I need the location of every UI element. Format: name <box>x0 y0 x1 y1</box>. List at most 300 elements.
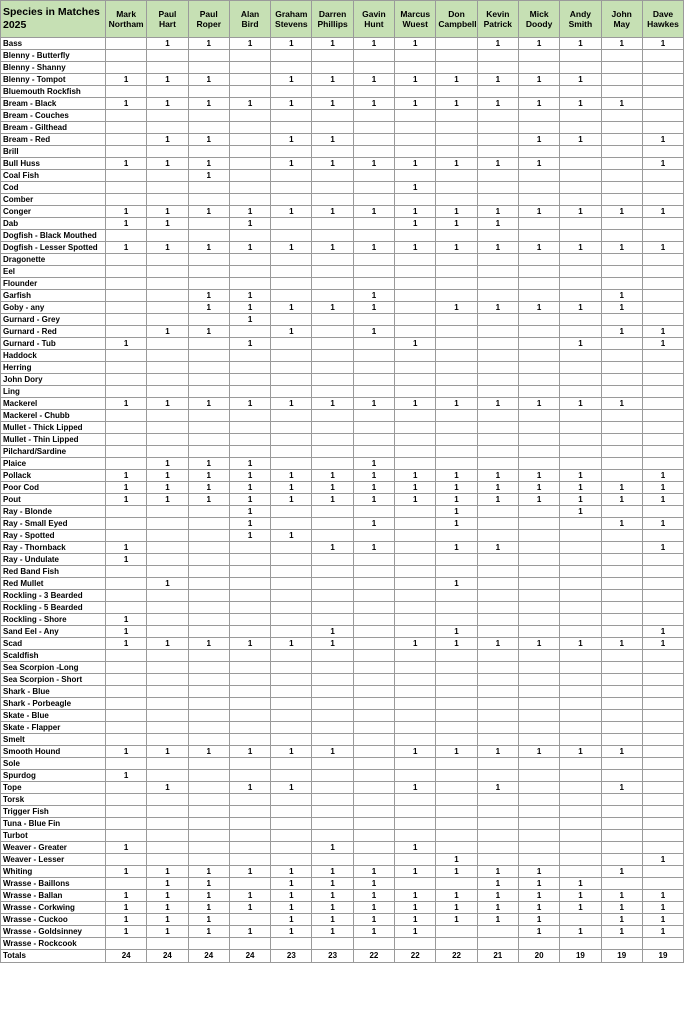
catch-cell <box>642 530 683 542</box>
catch-cell: 1 <box>353 518 394 530</box>
catch-cell <box>353 662 394 674</box>
catch-cell <box>518 110 559 122</box>
total-cell: 24 <box>188 950 229 963</box>
species-name: Blenny - Shanny <box>1 62 106 74</box>
catch-cell <box>395 146 436 158</box>
catch-cell <box>601 818 642 830</box>
catch-cell <box>188 350 229 362</box>
catch-cell <box>229 674 270 686</box>
catch-cell <box>560 866 601 878</box>
species-name: Ling <box>1 386 106 398</box>
catch-cell <box>518 722 559 734</box>
catch-cell: 1 <box>353 458 394 470</box>
catch-cell: 1 <box>395 74 436 86</box>
catch-cell: 1 <box>312 158 353 170</box>
catch-cell: 1 <box>642 902 683 914</box>
catch-cell <box>477 530 518 542</box>
catch-cell <box>560 266 601 278</box>
catch-cell <box>642 722 683 734</box>
catch-cell <box>188 218 229 230</box>
catch-cell <box>229 194 270 206</box>
catch-cell <box>271 590 312 602</box>
catch-cell <box>518 266 559 278</box>
catch-cell <box>106 350 147 362</box>
catch-cell <box>477 758 518 770</box>
catch-cell: 1 <box>271 74 312 86</box>
catch-cell <box>642 602 683 614</box>
total-cell: 24 <box>147 950 188 963</box>
catch-cell <box>229 602 270 614</box>
table-row <box>1 722 684 734</box>
catch-cell: 1 <box>642 854 683 866</box>
catch-cell <box>271 722 312 734</box>
catch-cell: 1 <box>477 302 518 314</box>
angler-header: Graham Stevens <box>271 1 312 38</box>
catch-cell <box>147 314 188 326</box>
catch-cell <box>395 614 436 626</box>
catch-cell <box>147 254 188 266</box>
species-name: Trigger Fish <box>1 806 106 818</box>
catch-cell <box>147 182 188 194</box>
catch-cell <box>518 794 559 806</box>
catch-cell <box>147 854 188 866</box>
catch-cell <box>395 806 436 818</box>
catch-cell: 1 <box>106 482 147 494</box>
table-row <box>1 350 684 362</box>
catch-cell <box>436 614 477 626</box>
catch-cell <box>353 602 394 614</box>
catch-cell <box>395 170 436 182</box>
species-name: Ray - Undulate <box>1 554 106 566</box>
catch-cell <box>147 590 188 602</box>
catch-cell <box>271 770 312 782</box>
catch-cell <box>477 122 518 134</box>
catch-cell: 1 <box>601 782 642 794</box>
catch-cell <box>229 758 270 770</box>
catch-cell <box>395 434 436 446</box>
catch-cell <box>642 710 683 722</box>
angler-header: Marcus Wuest <box>395 1 436 38</box>
catch-cell <box>560 146 601 158</box>
catch-cell <box>353 626 394 638</box>
catch-cell <box>436 86 477 98</box>
catch-cell <box>395 326 436 338</box>
catch-cell <box>601 710 642 722</box>
catch-cell <box>271 578 312 590</box>
catch-cell <box>518 314 559 326</box>
catch-cell: 1 <box>188 926 229 938</box>
species-name: Mullet - Thin Lipped <box>1 434 106 446</box>
catch-cell <box>395 506 436 518</box>
catch-cell: 1 <box>601 902 642 914</box>
species-name: Shark - Blue <box>1 686 106 698</box>
catch-cell: 1 <box>395 470 436 482</box>
catch-cell: 1 <box>560 506 601 518</box>
catch-cell <box>560 86 601 98</box>
catch-cell <box>560 158 601 170</box>
catch-cell <box>188 182 229 194</box>
catch-cell <box>436 566 477 578</box>
catch-cell <box>518 854 559 866</box>
catch-cell: 1 <box>436 158 477 170</box>
catch-cell <box>229 686 270 698</box>
catch-cell <box>106 782 147 794</box>
catch-cell: 1 <box>188 398 229 410</box>
catch-cell <box>106 230 147 242</box>
catch-cell: 1 <box>229 530 270 542</box>
catch-cell: 1 <box>147 638 188 650</box>
catch-cell <box>395 122 436 134</box>
catch-cell <box>312 170 353 182</box>
catch-cell <box>601 410 642 422</box>
catch-cell <box>271 422 312 434</box>
catch-cell: 1 <box>271 530 312 542</box>
species-name: Flounder <box>1 278 106 290</box>
catch-cell: 1 <box>477 890 518 902</box>
catch-cell <box>106 938 147 950</box>
catch-cell: 1 <box>312 842 353 854</box>
species-name: Goby - any <box>1 302 106 314</box>
catch-cell <box>518 842 559 854</box>
species-name: Wrasse - Baillons <box>1 878 106 890</box>
catch-cell <box>147 722 188 734</box>
species-name: Gurnard - Red <box>1 326 106 338</box>
catch-cell <box>601 614 642 626</box>
species-name: Ray - Small Eyed <box>1 518 106 530</box>
catch-cell <box>353 266 394 278</box>
catch-cell <box>147 410 188 422</box>
catch-cell <box>312 338 353 350</box>
catch-cell <box>188 50 229 62</box>
catch-cell: 1 <box>312 206 353 218</box>
catch-cell: 1 <box>353 326 394 338</box>
catch-cell <box>560 674 601 686</box>
catch-cell <box>312 686 353 698</box>
catch-cell: 1 <box>229 302 270 314</box>
catch-cell <box>106 326 147 338</box>
catch-cell <box>518 434 559 446</box>
catch-cell: 1 <box>601 242 642 254</box>
catch-cell: 1 <box>188 158 229 170</box>
catch-cell <box>147 686 188 698</box>
catch-cell <box>518 374 559 386</box>
catch-cell <box>642 170 683 182</box>
catch-cell <box>477 362 518 374</box>
table-row <box>1 626 684 638</box>
table-row <box>1 878 684 890</box>
catch-cell <box>106 794 147 806</box>
catch-cell: 1 <box>560 338 601 350</box>
catch-cell <box>271 350 312 362</box>
catch-cell <box>560 698 601 710</box>
catch-cell: 1 <box>601 746 642 758</box>
catch-cell <box>147 734 188 746</box>
catch-cell <box>188 722 229 734</box>
catch-cell: 1 <box>601 398 642 410</box>
table-row <box>1 74 684 86</box>
catch-cell <box>601 386 642 398</box>
catch-cell: 1 <box>229 242 270 254</box>
catch-cell <box>395 698 436 710</box>
catch-cell <box>106 422 147 434</box>
catch-cell: 1 <box>560 494 601 506</box>
catch-cell <box>106 374 147 386</box>
catch-cell <box>106 386 147 398</box>
catch-cell <box>395 626 436 638</box>
catch-cell <box>601 374 642 386</box>
catch-cell <box>147 362 188 374</box>
catch-cell: 1 <box>271 746 312 758</box>
catch-cell <box>353 842 394 854</box>
angler-header: Paul Hart <box>147 1 188 38</box>
catch-cell <box>106 878 147 890</box>
catch-cell <box>147 122 188 134</box>
catch-cell <box>312 758 353 770</box>
catch-cell <box>229 446 270 458</box>
catch-cell <box>601 86 642 98</box>
catch-cell: 1 <box>312 638 353 650</box>
catch-cell: 1 <box>353 878 394 890</box>
catch-cell <box>477 818 518 830</box>
catch-cell: 1 <box>642 518 683 530</box>
catch-cell: 1 <box>601 890 642 902</box>
catch-cell <box>106 458 147 470</box>
catch-cell: 1 <box>312 542 353 554</box>
catch-cell <box>353 746 394 758</box>
catch-cell <box>147 146 188 158</box>
catch-cell <box>353 182 394 194</box>
catch-cell: 1 <box>436 854 477 866</box>
catch-cell: 1 <box>106 98 147 110</box>
catch-cell <box>436 338 477 350</box>
catch-cell <box>271 830 312 842</box>
catch-cell <box>106 758 147 770</box>
catch-cell <box>642 842 683 854</box>
species-name: Haddock <box>1 350 106 362</box>
catch-cell: 1 <box>436 914 477 926</box>
catch-cell <box>229 698 270 710</box>
catch-cell: 1 <box>436 890 477 902</box>
catch-cell <box>353 122 394 134</box>
catch-cell <box>353 230 394 242</box>
catch-cell: 1 <box>353 482 394 494</box>
catch-cell: 1 <box>271 398 312 410</box>
catch-cell <box>188 374 229 386</box>
catch-cell <box>312 530 353 542</box>
catch-cell: 1 <box>518 902 559 914</box>
catch-cell <box>106 194 147 206</box>
catch-cell: 1 <box>601 494 642 506</box>
catch-cell <box>353 674 394 686</box>
catch-cell <box>560 182 601 194</box>
table-row <box>1 398 684 410</box>
species-name: Bull Huss <box>1 158 106 170</box>
catch-cell <box>560 650 601 662</box>
catch-cell <box>353 578 394 590</box>
catch-cell: 1 <box>147 134 188 146</box>
catch-cell: 1 <box>518 398 559 410</box>
catch-cell <box>518 698 559 710</box>
catch-cell <box>436 146 477 158</box>
catch-cell <box>312 386 353 398</box>
catch-cell: 1 <box>106 470 147 482</box>
catch-cell <box>395 374 436 386</box>
catch-cell <box>601 854 642 866</box>
catch-cell <box>106 302 147 314</box>
catch-cell <box>395 278 436 290</box>
table-row <box>1 506 684 518</box>
catch-cell <box>642 938 683 950</box>
catch-cell <box>106 182 147 194</box>
catch-cell <box>147 278 188 290</box>
catch-cell <box>436 194 477 206</box>
catch-cell <box>436 254 477 266</box>
angler-header: Kevin Patrick <box>477 1 518 38</box>
catch-cell <box>477 134 518 146</box>
catch-cell: 1 <box>188 746 229 758</box>
catch-cell <box>106 38 147 50</box>
catch-cell: 1 <box>642 470 683 482</box>
catch-cell <box>560 710 601 722</box>
species-name: Bream - Black <box>1 98 106 110</box>
catch-cell: 1 <box>106 242 147 254</box>
catch-cell <box>601 74 642 86</box>
species-name: Poor Cod <box>1 482 106 494</box>
catch-cell <box>353 110 394 122</box>
catch-cell <box>642 230 683 242</box>
catch-cell <box>271 602 312 614</box>
catch-cell <box>147 194 188 206</box>
catch-cell <box>560 446 601 458</box>
table-row <box>1 746 684 758</box>
catch-cell <box>229 278 270 290</box>
catch-cell: 1 <box>395 890 436 902</box>
catch-cell <box>642 410 683 422</box>
catch-cell <box>601 122 642 134</box>
catch-cell <box>518 278 559 290</box>
catch-cell <box>229 110 270 122</box>
total-cell: 19 <box>560 950 601 963</box>
catch-cell: 1 <box>229 290 270 302</box>
catch-cell <box>353 410 394 422</box>
catch-cell <box>477 314 518 326</box>
catch-cell: 1 <box>147 206 188 218</box>
catch-cell <box>229 662 270 674</box>
catch-cell <box>436 686 477 698</box>
catch-cell <box>560 830 601 842</box>
catch-cell <box>436 410 477 422</box>
catch-cell <box>106 506 147 518</box>
catch-cell <box>353 86 394 98</box>
catch-cell <box>395 662 436 674</box>
catch-cell <box>518 62 559 74</box>
catch-cell <box>477 626 518 638</box>
catch-cell <box>395 314 436 326</box>
catch-cell: 1 <box>147 926 188 938</box>
catch-cell <box>271 854 312 866</box>
catch-cell: 1 <box>518 638 559 650</box>
catch-cell <box>601 830 642 842</box>
catch-cell <box>188 782 229 794</box>
catch-cell: 1 <box>560 482 601 494</box>
catch-cell <box>271 650 312 662</box>
catch-cell: 1 <box>395 638 436 650</box>
catch-cell: 1 <box>436 398 477 410</box>
catch-cell <box>436 170 477 182</box>
table-row <box>1 62 684 74</box>
total-cell: 22 <box>395 950 436 963</box>
catch-cell <box>560 938 601 950</box>
catch-cell <box>353 374 394 386</box>
catch-cell: 1 <box>147 866 188 878</box>
catch-cell <box>642 278 683 290</box>
catch-cell: 1 <box>642 134 683 146</box>
catch-cell <box>601 458 642 470</box>
catch-cell: 1 <box>601 98 642 110</box>
catch-cell <box>147 230 188 242</box>
catch-cell <box>271 62 312 74</box>
table-row <box>1 50 684 62</box>
catch-cell: 1 <box>229 338 270 350</box>
catch-cell <box>395 722 436 734</box>
catch-cell: 1 <box>436 866 477 878</box>
catch-cell: 1 <box>229 902 270 914</box>
catch-cell <box>518 938 559 950</box>
catch-cell: 1 <box>477 242 518 254</box>
table-row <box>1 650 684 662</box>
species-name: Skate - Blue <box>1 710 106 722</box>
catch-cell <box>642 662 683 674</box>
catch-cell: 1 <box>106 542 147 554</box>
catch-cell: 1 <box>436 206 477 218</box>
species-name: Pilchard/Sardine <box>1 446 106 458</box>
catch-cell: 1 <box>312 902 353 914</box>
catch-cell: 1 <box>147 746 188 758</box>
catch-cell: 1 <box>477 98 518 110</box>
catch-cell <box>601 182 642 194</box>
species-name: Spurdog <box>1 770 106 782</box>
catch-cell <box>188 830 229 842</box>
catch-cell <box>436 458 477 470</box>
catch-cell: 1 <box>642 638 683 650</box>
catch-cell <box>560 914 601 926</box>
table-row <box>1 110 684 122</box>
table-row <box>1 770 684 782</box>
catch-cell <box>560 662 601 674</box>
catch-cell <box>477 794 518 806</box>
catch-cell <box>106 830 147 842</box>
catch-cell: 1 <box>560 902 601 914</box>
catch-cell <box>312 278 353 290</box>
catch-cell <box>106 134 147 146</box>
species-name: Whiting <box>1 866 106 878</box>
catch-cell: 1 <box>395 218 436 230</box>
species-name: Bream - Gilthead <box>1 122 106 134</box>
catch-cell <box>229 710 270 722</box>
catch-cell <box>353 50 394 62</box>
table-row <box>1 482 684 494</box>
catch-cell <box>601 110 642 122</box>
totals-label: Totals <box>1 950 106 963</box>
catch-cell <box>271 506 312 518</box>
catch-cell <box>560 350 601 362</box>
catch-cell <box>353 770 394 782</box>
catch-cell <box>436 134 477 146</box>
species-name: Tuna - Blue Fin <box>1 818 106 830</box>
catch-cell <box>312 566 353 578</box>
catch-cell <box>560 782 601 794</box>
table-row <box>1 914 684 926</box>
